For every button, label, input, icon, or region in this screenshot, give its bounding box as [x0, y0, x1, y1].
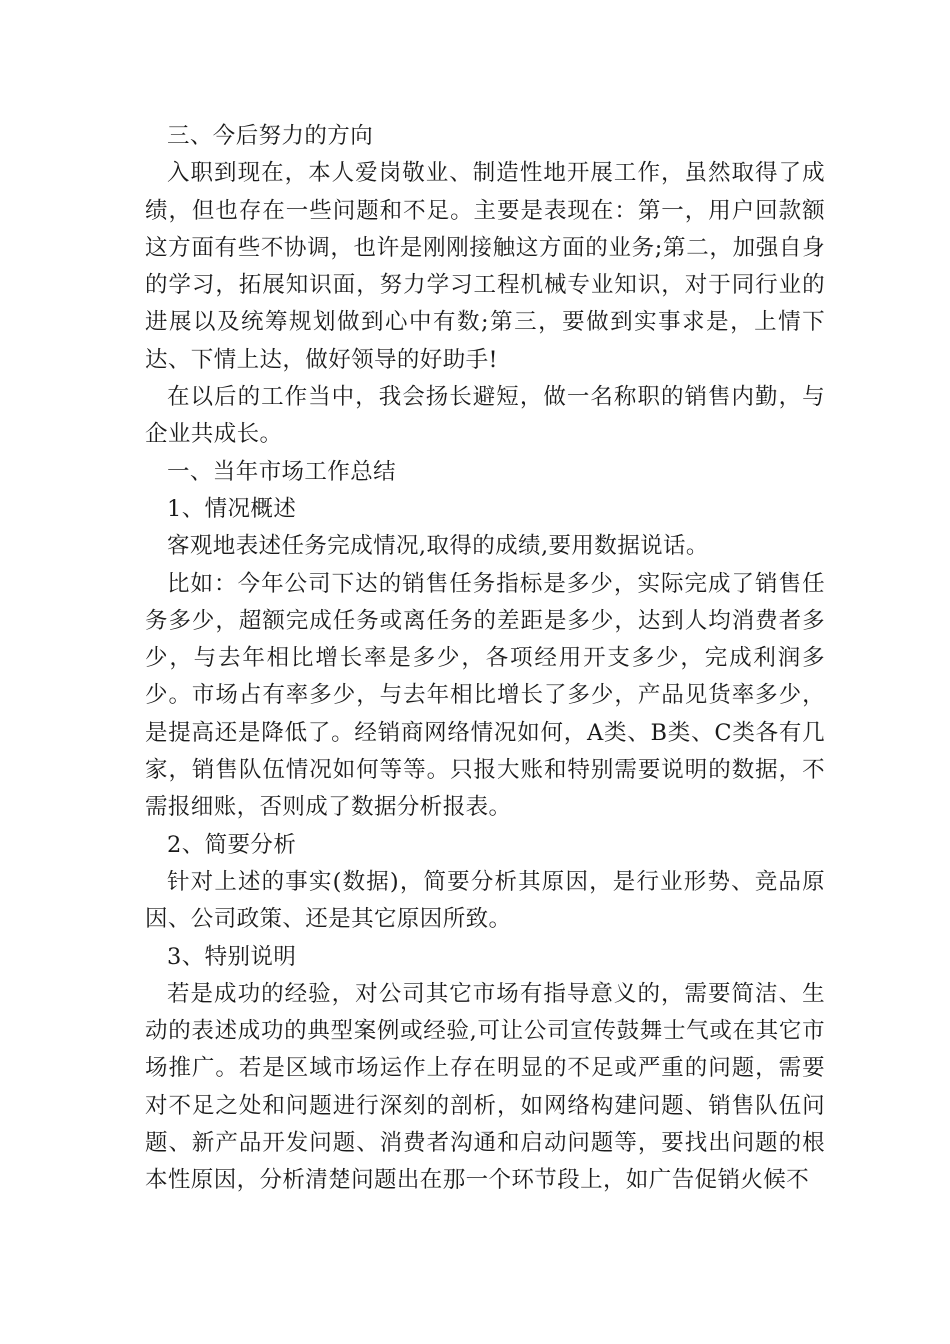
paragraph-special-notes: 若是成功的经验，对公司其它市场有指导意义的，需要简洁、生动的表述成功的典型案例或经验,可让公司宣传鼓舞士气或在其它市场推广。若是区域市场运作上存在明显的不足或严重的问题，需要对不足之处和问题进行深刻的剖析，如网络构建问题、销售队伍问题、新产品开发问题、消费者沟通和启动问题等，要找出问题的根本性原因，分析清楚问题出在那一个环节段上，如广告促销火候不	[145, 980, 825, 1194]
subheading-analysis: 2、简要分析	[167, 831, 297, 858]
paragraph-overview-example: 比如：今年公司下达的销售任务指标是多少，实际完成了销售任务多少，超额完成任务或离任务的差距是多少，达到人均消费者多少，与去年相比增长率是多少，各项经用开支多少，完成利润多少。市场占有率多少，与去年相比增长了多少，产品见货率多少，是提高还是降低了。经销商网络情况如何，A类、B类、C类各有几家，销售队伍情况如何等等。只报大账和特别需要说明的数据，不需报细账，否则成了数据分析报表。	[145, 570, 825, 821]
paragraph-analysis: 针对上述的事实(数据)，简要分析其原因，是行业形势、竞品原因、公司政策、还是其它原因所致。	[145, 868, 825, 933]
paragraph-future-commitment: 在以后的工作当中，我会扬长避短，做一名称职的销售内勤，与企业共成长。	[145, 384, 825, 448]
paragraph-overview-intro: 客观地表述任务完成情况,取得的成绩,要用数据说话。	[167, 533, 709, 560]
section-heading-future-direction: 三、今后努力的方向	[167, 123, 374, 149]
document-body	[145, 118, 825, 1200]
subheading-overview: 1、情况概述	[167, 495, 297, 522]
subheading-special-notes: 3、特别说明	[167, 943, 297, 970]
section-heading-market-summary: 一、当年市场工作总结	[167, 458, 397, 485]
paragraph-self-assessment: 入职到现在，本人爱岗敬业、制造性地开展工作，虽然取得了成绩，但也存在一些问题和不足。主要是表现在：第一，用户回款额这方面有些不协调，也许是刚刚接触这方面的业务;第二，加强自身的学习，拓展知识面，努力学习工程机械专业知识，对于同行业的进展以及统筹规划做到心中有数;第三，要做到实事求是，上情下达、下情上达，做好领导的好助手!	[145, 160, 825, 373]
